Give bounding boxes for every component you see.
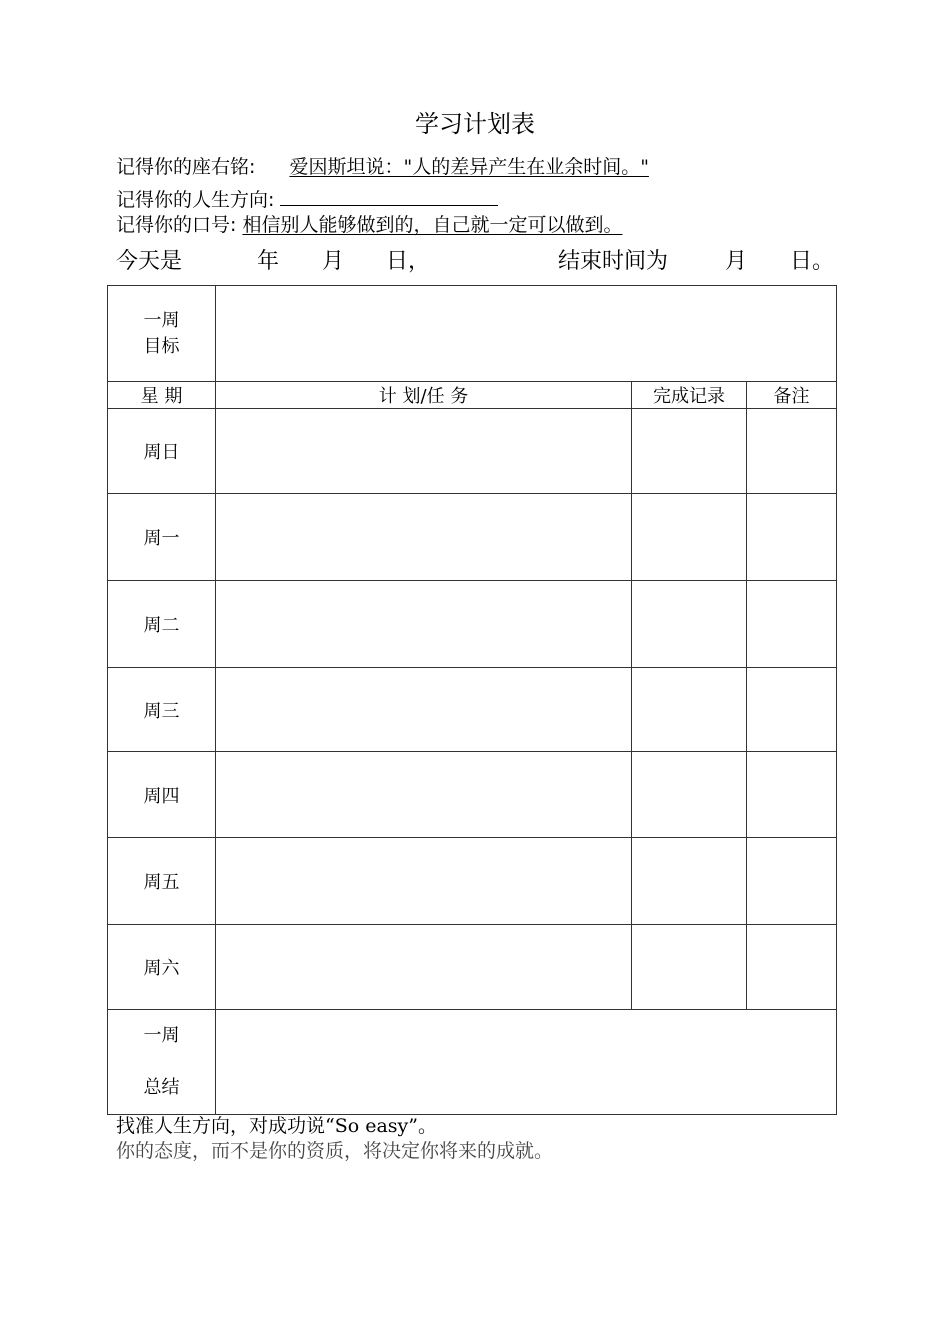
plan-cell[interactable] (216, 752, 632, 838)
day-label-friday: 周五 (108, 838, 216, 925)
summary-label-cell (108, 1010, 216, 1115)
record-cell[interactable] (632, 838, 747, 925)
motto-line (116, 152, 649, 179)
weekday-header: 星 期 (108, 382, 216, 409)
study-plan-table (107, 285, 837, 1115)
day-row (108, 925, 837, 1010)
goal-label-cell (108, 286, 216, 382)
day-row (108, 838, 837, 925)
plan-header: 计 划/任 务 (216, 382, 632, 409)
record-cell[interactable] (632, 668, 747, 752)
goal-label-line1: 一周 (143, 309, 180, 331)
record-header: 完成记录 (632, 382, 747, 409)
day-row (108, 494, 837, 581)
summary-label-line2: 总结 (143, 1077, 180, 1098)
end-day-label: 日。 (790, 249, 835, 274)
slogan-label: 记得你的口号: (116, 214, 237, 236)
plan-cell[interactable] (216, 581, 632, 668)
summary-row (108, 1010, 837, 1115)
direction-line (116, 185, 498, 212)
day-label-wednesday: 周三 (108, 668, 216, 752)
summary-input-cell[interactable] (216, 1010, 837, 1115)
motto-label: 记得你的座右铭: (116, 156, 256, 178)
goal-row (108, 286, 837, 382)
record-cell[interactable] (632, 581, 747, 668)
page-title: 学习计划表 (415, 110, 535, 138)
day-row (108, 668, 837, 752)
summary-label-line1: 一周 (143, 1025, 180, 1046)
record-cell[interactable] (632, 925, 747, 1010)
day-label-sunday: 周日 (108, 409, 216, 494)
today-label: 今天是 (116, 249, 183, 274)
slogan-line (116, 210, 622, 237)
record-cell[interactable] (632, 494, 747, 581)
day-label-saturday: 周六 (108, 925, 216, 1010)
note-cell[interactable] (747, 925, 837, 1010)
note-cell[interactable] (747, 581, 837, 668)
plan-cell[interactable] (216, 668, 632, 752)
month-label: 月 (322, 249, 345, 274)
goal-label-line2: 目标 (143, 335, 180, 357)
footer-line-1: 找准人生方向，对成功说“So easy”。 (116, 1115, 437, 1137)
plan-cell[interactable] (216, 838, 632, 925)
note-cell[interactable] (747, 668, 837, 752)
direction-label: 记得你的人生方向: (116, 189, 275, 211)
note-cell[interactable] (747, 752, 837, 838)
footer-line-2: 你的态度，而不是你的资质，将决定你将来的成就。 (116, 1140, 554, 1162)
note-cell[interactable] (747, 494, 837, 581)
end-month-label: 月 (725, 249, 748, 274)
header-row (108, 382, 837, 409)
plan-cell[interactable] (216, 409, 632, 494)
plan-cell[interactable] (216, 494, 632, 581)
slogan-value: 相信别人能够做到的，自己就一定可以做到。 (242, 214, 623, 236)
record-cell[interactable] (632, 409, 747, 494)
day-row (108, 581, 837, 668)
day-row (108, 409, 837, 494)
direction-blank-field[interactable] (280, 189, 498, 206)
note-cell[interactable] (747, 409, 837, 494)
day-row (108, 752, 837, 838)
end-time-label: 结束时间为 (558, 249, 669, 274)
motto-value: 爱因斯坦说："人的差异产生在业余时间。" (289, 156, 649, 178)
record-cell[interactable] (632, 752, 747, 838)
note-header: 备注 (747, 382, 837, 409)
day-label-thursday: 周四 (108, 752, 216, 838)
year-label: 年 (257, 249, 280, 274)
plan-cell[interactable] (216, 925, 632, 1010)
goal-input-cell[interactable] (216, 286, 837, 382)
note-cell[interactable] (747, 838, 837, 925)
day-label: 日， (386, 249, 431, 274)
day-label-monday: 周一 (108, 494, 216, 581)
day-label-tuesday: 周二 (108, 581, 216, 668)
